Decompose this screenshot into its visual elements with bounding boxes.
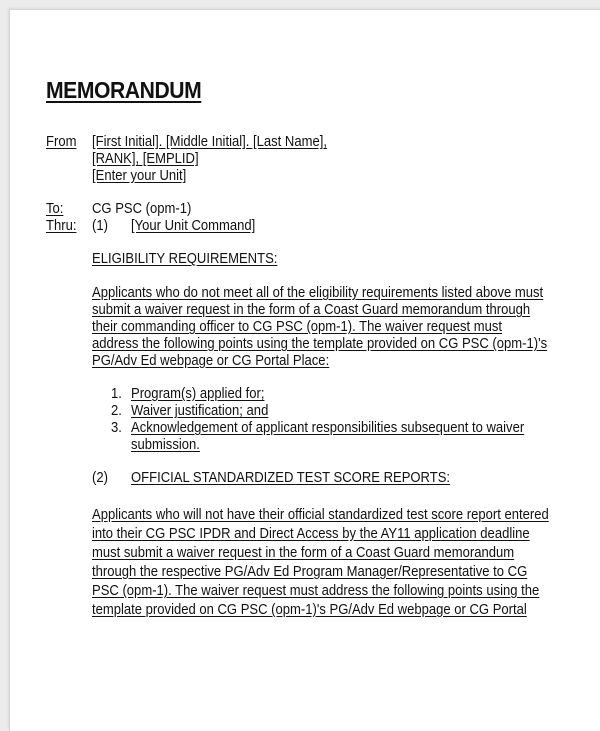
to-value: CG PSC (opm-1) bbox=[92, 201, 192, 217]
eligibility-paragraph-line: PG/Adv Ed webpage or CG Portal Place: bbox=[92, 353, 330, 369]
from-label: From bbox=[46, 134, 77, 150]
from-unit-line: [Enter your Unit] bbox=[92, 168, 187, 184]
test-scores-paragraph-line: PSC (opm-1). The waiver request must address the following points using the bbox=[92, 583, 540, 599]
from-rank-line: [RANK], [EMPLID] bbox=[92, 151, 199, 167]
test-scores-paragraph-line: into their CG PSC IPDR and Direct Access by the AY11 application deadline bbox=[92, 526, 530, 542]
eligibility-paragraph-line: Applicants who do not meet all of the eligibility requirements listed above must bbox=[92, 285, 544, 301]
test-scores-paragraph-line: Applicants who will not have their official standardized test score report entered bbox=[92, 507, 549, 523]
eligibility-heading: ELIGIBILITY REQUIREMENTS: bbox=[92, 251, 278, 267]
list-item-number: 3. bbox=[111, 420, 122, 436]
list-item-text: submission. bbox=[131, 437, 200, 453]
thru-number: (1) bbox=[92, 218, 108, 234]
list-item-text: Acknowledgement of applicant responsibilities subsequent to waiver bbox=[131, 420, 525, 436]
list-item-text: Program(s) applied for; bbox=[131, 386, 265, 402]
thru-label: Thru: bbox=[46, 218, 77, 234]
list-item-number: 2. bbox=[111, 403, 122, 419]
test-scores-paragraph-line: through the respective PG/Adv Ed Program Manager/Representative to CG bbox=[92, 564, 528, 580]
list-item-text: Waiver justification; and bbox=[131, 403, 269, 419]
list-item-number: 1. bbox=[111, 386, 122, 402]
eligibility-paragraph-line: address the following points using the template provided on CG PSC (opm-1)'s bbox=[92, 336, 548, 352]
memo-page bbox=[9, 9, 600, 731]
from-name-line: [First Initial]. [Middle Initial]. [Last Name], bbox=[92, 134, 327, 150]
test-scores-paragraph-line: template provided on CG PSC (opm-1)'s PG/Adv Ed webpage or CG Portal bbox=[92, 602, 527, 618]
section-number: (2) bbox=[92, 470, 108, 486]
thru-value: [Your Unit Command] bbox=[131, 218, 256, 234]
eligibility-paragraph-line: submit a waiver request in the form of a Coast Guard memorandum through bbox=[92, 302, 531, 318]
test-scores-paragraph-line: must submit a waiver request in the form of a Coast Guard memorandum bbox=[92, 545, 515, 561]
to-label: To: bbox=[46, 201, 64, 217]
test-scores-heading: OFFICIAL STANDARDIZED TEST SCORE REPORTS: bbox=[131, 470, 451, 486]
memo-title: MEMORANDUM bbox=[46, 77, 202, 103]
eligibility-paragraph-line: their commanding officer to CG PSC (opm-1). The waiver request must bbox=[92, 319, 503, 335]
